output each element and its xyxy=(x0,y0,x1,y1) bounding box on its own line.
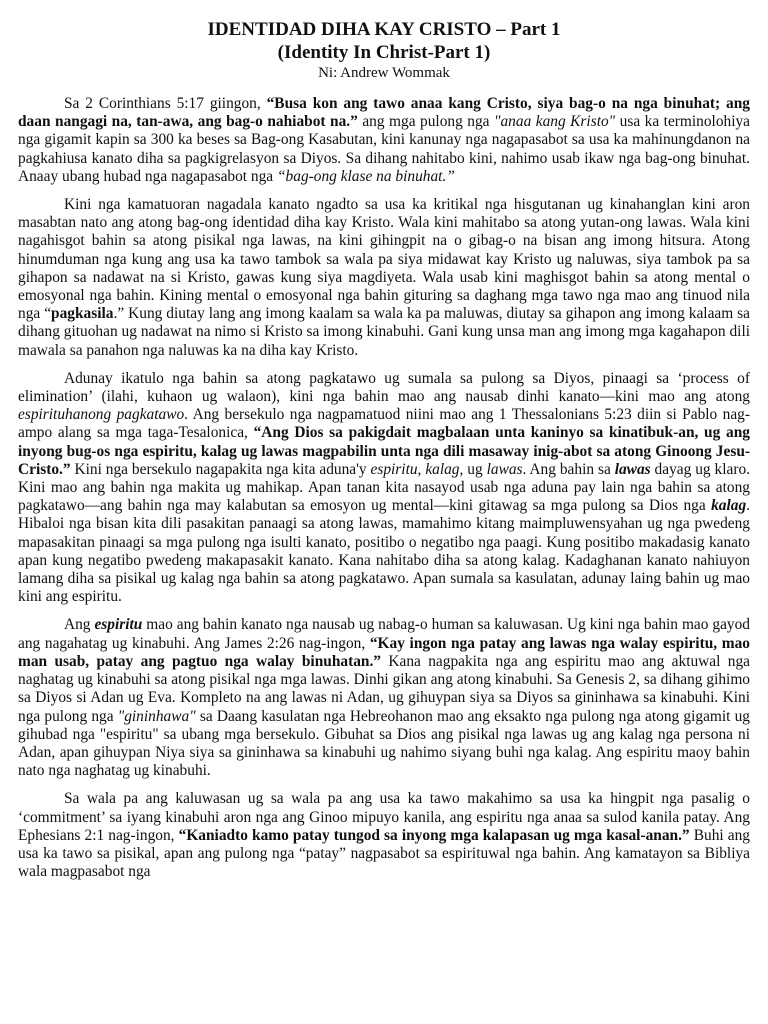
text-run: “Busa kon ang tawo anaa kang Cristo, siya bag-o na nga binuhat; ang daan nangagi na, tan-awa, ang bag-o nahiabot na.” xyxy=(18,95,750,131)
paragraph xyxy=(18,370,750,607)
text-run: , ug xyxy=(459,460,487,478)
text-run: pagkasila xyxy=(51,305,114,323)
text-run: "anaa kang Kristo" xyxy=(494,113,616,131)
text-run: espiritu xyxy=(370,460,418,478)
text-run: Adunay ikatulo nga bahin sa atong pagkatawo ug sumala sa pulong sa Diyos, pinaagi sa ‘process of elimination’ (ilahi, kuhaon ug walaon), kini nga bahin mao ang nausab dinhi kanato—kini mao ang atong xyxy=(18,369,750,406)
text-run: “Ang Dios sa pakigdait magbalaan unta kaninyo sa kinatibuk-an, ug ang inyong bug-os nga espiritu, kalag ug lawas magpabilin unta nga dili masaway inig-abot sa atong Ginoong Jesu-Cristo.” xyxy=(18,424,750,478)
document-subtitle: (Identity In Christ-Part 1) xyxy=(277,42,491,63)
text-run: usa ka terminolohiya nga gigamit kapin sa 300 ka beses sa Bag-ong Kasabutan, kini kanunay nga nagapasabot sa usa ka mahinungdanon na pagkahiusa kanato diha sa pagkigrelasyon sa Diyos. Sa dihang nahitabo kini, nahimo usab ikaw nga bag-ong binuhat. Anaay ubang hubad nga nagapasabot nga xyxy=(18,113,751,185)
text-run: “bag-ong klase na binuhat.” xyxy=(277,167,455,185)
document-title: IDENTIDAD DIHA KAY CRISTO – Part 1 xyxy=(207,19,561,40)
text-run: "gininhawa" xyxy=(117,707,196,725)
text-run: .” Kung diutay lang ang imong kaalam sa wala ka pa maluwas, diutay sa gihapon ang imong kalaam sa dihang gituohan ug nadawat na nimo si Kristo sa imong kinabuhi. Gani kung unsa man ang imong mga kagahapon dili mawala sa panahon nga naluwas ka na diha kay Kristo. xyxy=(18,305,750,359)
text-run: Buhi ang usa ka tawo sa pisikal, apan ang pulong nga “patay” nagpasabot sa espirituwal nga bahin. Ang kamatayon sa Bibliya wala magpasabot nga xyxy=(18,826,750,881)
text-run: lawas xyxy=(486,460,523,478)
text-run: espiritu xyxy=(94,616,143,634)
document-body xyxy=(18,95,750,881)
text-run: Kini nga bersekulo nagapakita nga kita aduna'y xyxy=(70,460,371,478)
text-run: Kana nagpakita nga ang espiritu mao ang aktuwal nga naghatag ug kinabuhi sa atong pisikal nga mga lawas. Dinhi gikan ang atong kinabuhi. Sa Genesis 2, sa dihang gihimo sa Diyos si Adan ug Eva. Kompleto na ang lawas ni Adan, ug gihuypan siya sa Diyos sa gininhawa sa kinabuhi. Kini nga pulong nga xyxy=(18,652,750,725)
text-run: Sa wala pa ang kaluwasan ug sa wala pa ang usa ka tawo makahimo sa usa ka hingpit nga pasalig o ‘commitment’ sa iyang kinabuhi aron nga ang Ginoo mipuyo kanila, ang espiritu nga anaa sa sulod kanila patay. Ang Ephesians 2:1 nag-ingon, xyxy=(18,790,750,844)
text-run: . Ang bersekulo nga nagpamatuod niini mao ang 1 Thessalonians 5:23 diin si Pablo nag-ampo alang sa mga taga-Tesalonica, xyxy=(18,406,750,442)
text-run: , xyxy=(417,460,426,478)
text-run: ang mga pulong nga xyxy=(357,113,495,131)
text-run: dayag ug klaro. Kini mao ang bahin nga makita ug mahikap. Apan tanan kita nasayod usab nga aduna pay lain nga bahin sa atong pagkatawo—ang bahin nga may kalabutan sa emosyon ug mental—kini gitawag sa mga pulong sa Dios nga xyxy=(18,460,750,515)
text-run: Sa 2 Corinthians 5:17 giingon, xyxy=(64,95,267,112)
text-run: espirituhanong pagkatawo xyxy=(18,406,185,424)
text-run: . Hibaloi nga bisan kita dili pasakitan panaagi sa atong lawas, mamahimo kitang maimpluwensyahan ug nga pwedeng mapasakitan pinaagi sa mga pulong nga isulti kanato, positibo o negatibo nga paagi. Kung positibo makadasig kanato apan kung negatibo pwedeng makapasakit kanato. Kana nahitabo diha sa atong kalag. Kadaghanan kanato nahiuyon lamang diha sa pisikal ug kalag nga bahin sa atong pagkatawo. Apan sumala sa kasulatan, adunay laing bahin ug mao kini ang espiritu. xyxy=(18,497,750,606)
text-run: lawas xyxy=(614,460,651,478)
author-byline: Ni: Andrew Wommak xyxy=(318,65,450,81)
text-run: Kini nga kamatuoran nagadala kanato ngadto sa usa ka kritikal nga hisgutanan ug kinahanglan kini aron masabtan nato ang atong bag-ong identidad diha kay Kristo. Wala kini mahitabo sa atong yutan-ong lawas. Wala kini nagahisgot bahin sa atong pisikal nga lawas, na kini gihingpit na o gibag-o na bisan ang imong hitsura. Atong hinumduman nga kung ang usa ka tawo tambok sa wala pa siya midawat kay Kristo ug naluwas, siya tambok pa sa gihapon sa nadawat na si Kristo, gawas kung siya magdiyeta. Wala usab kini maghisgot bahin sa atong mental o emosyonal nga bahin. Kining mental o emosyonal nga bahin gituring sa daghang mga tawo nga mao ang tinuod nila nga “ xyxy=(18,196,750,323)
text-run: kalag xyxy=(425,460,460,478)
paragraph xyxy=(18,790,750,881)
text-run: “Kay ingon nga patay ang lawas nga walay espiritu, mao man usab, patay ang pagtuo nga walay binuhatan.” xyxy=(18,634,750,670)
paragraph xyxy=(18,616,750,780)
text-run: sa Daang kasulatan nga Hebreohanon mao ang eksakto nga pulong nga atong gigamit ug gihubad nga "espiritu" sa ubang mga bersekulo. Gibuhat sa Dios ang pisikal nga lawas ug ang kalag nga persona ni Adan, apan gihuypan Niya siya sa gininhawa sa kinabuhi ug nahimo siyang buhi nga kalag. Ang espiritu maoy bahin nato nga naghatag ug kinabuhi. xyxy=(18,707,750,780)
paragraph xyxy=(18,196,750,360)
text-run: kalag xyxy=(711,497,747,515)
text-run: mao ang bahin kanato nga nausab ug nabag-o human sa kaluwasan. Ug kini nga bahin mao gayod ang nagahatag ug kinabuhi. Ang James 2:26 nag-ingon, xyxy=(18,616,750,652)
paragraph xyxy=(18,95,750,186)
text-run: . Ang bahin sa xyxy=(522,460,615,478)
text-run: “Kaniadto kamo patay tungod sa inyong mga kalapasan ug mga kasal-anan.” xyxy=(178,826,690,844)
text-run: Ang xyxy=(64,616,95,634)
